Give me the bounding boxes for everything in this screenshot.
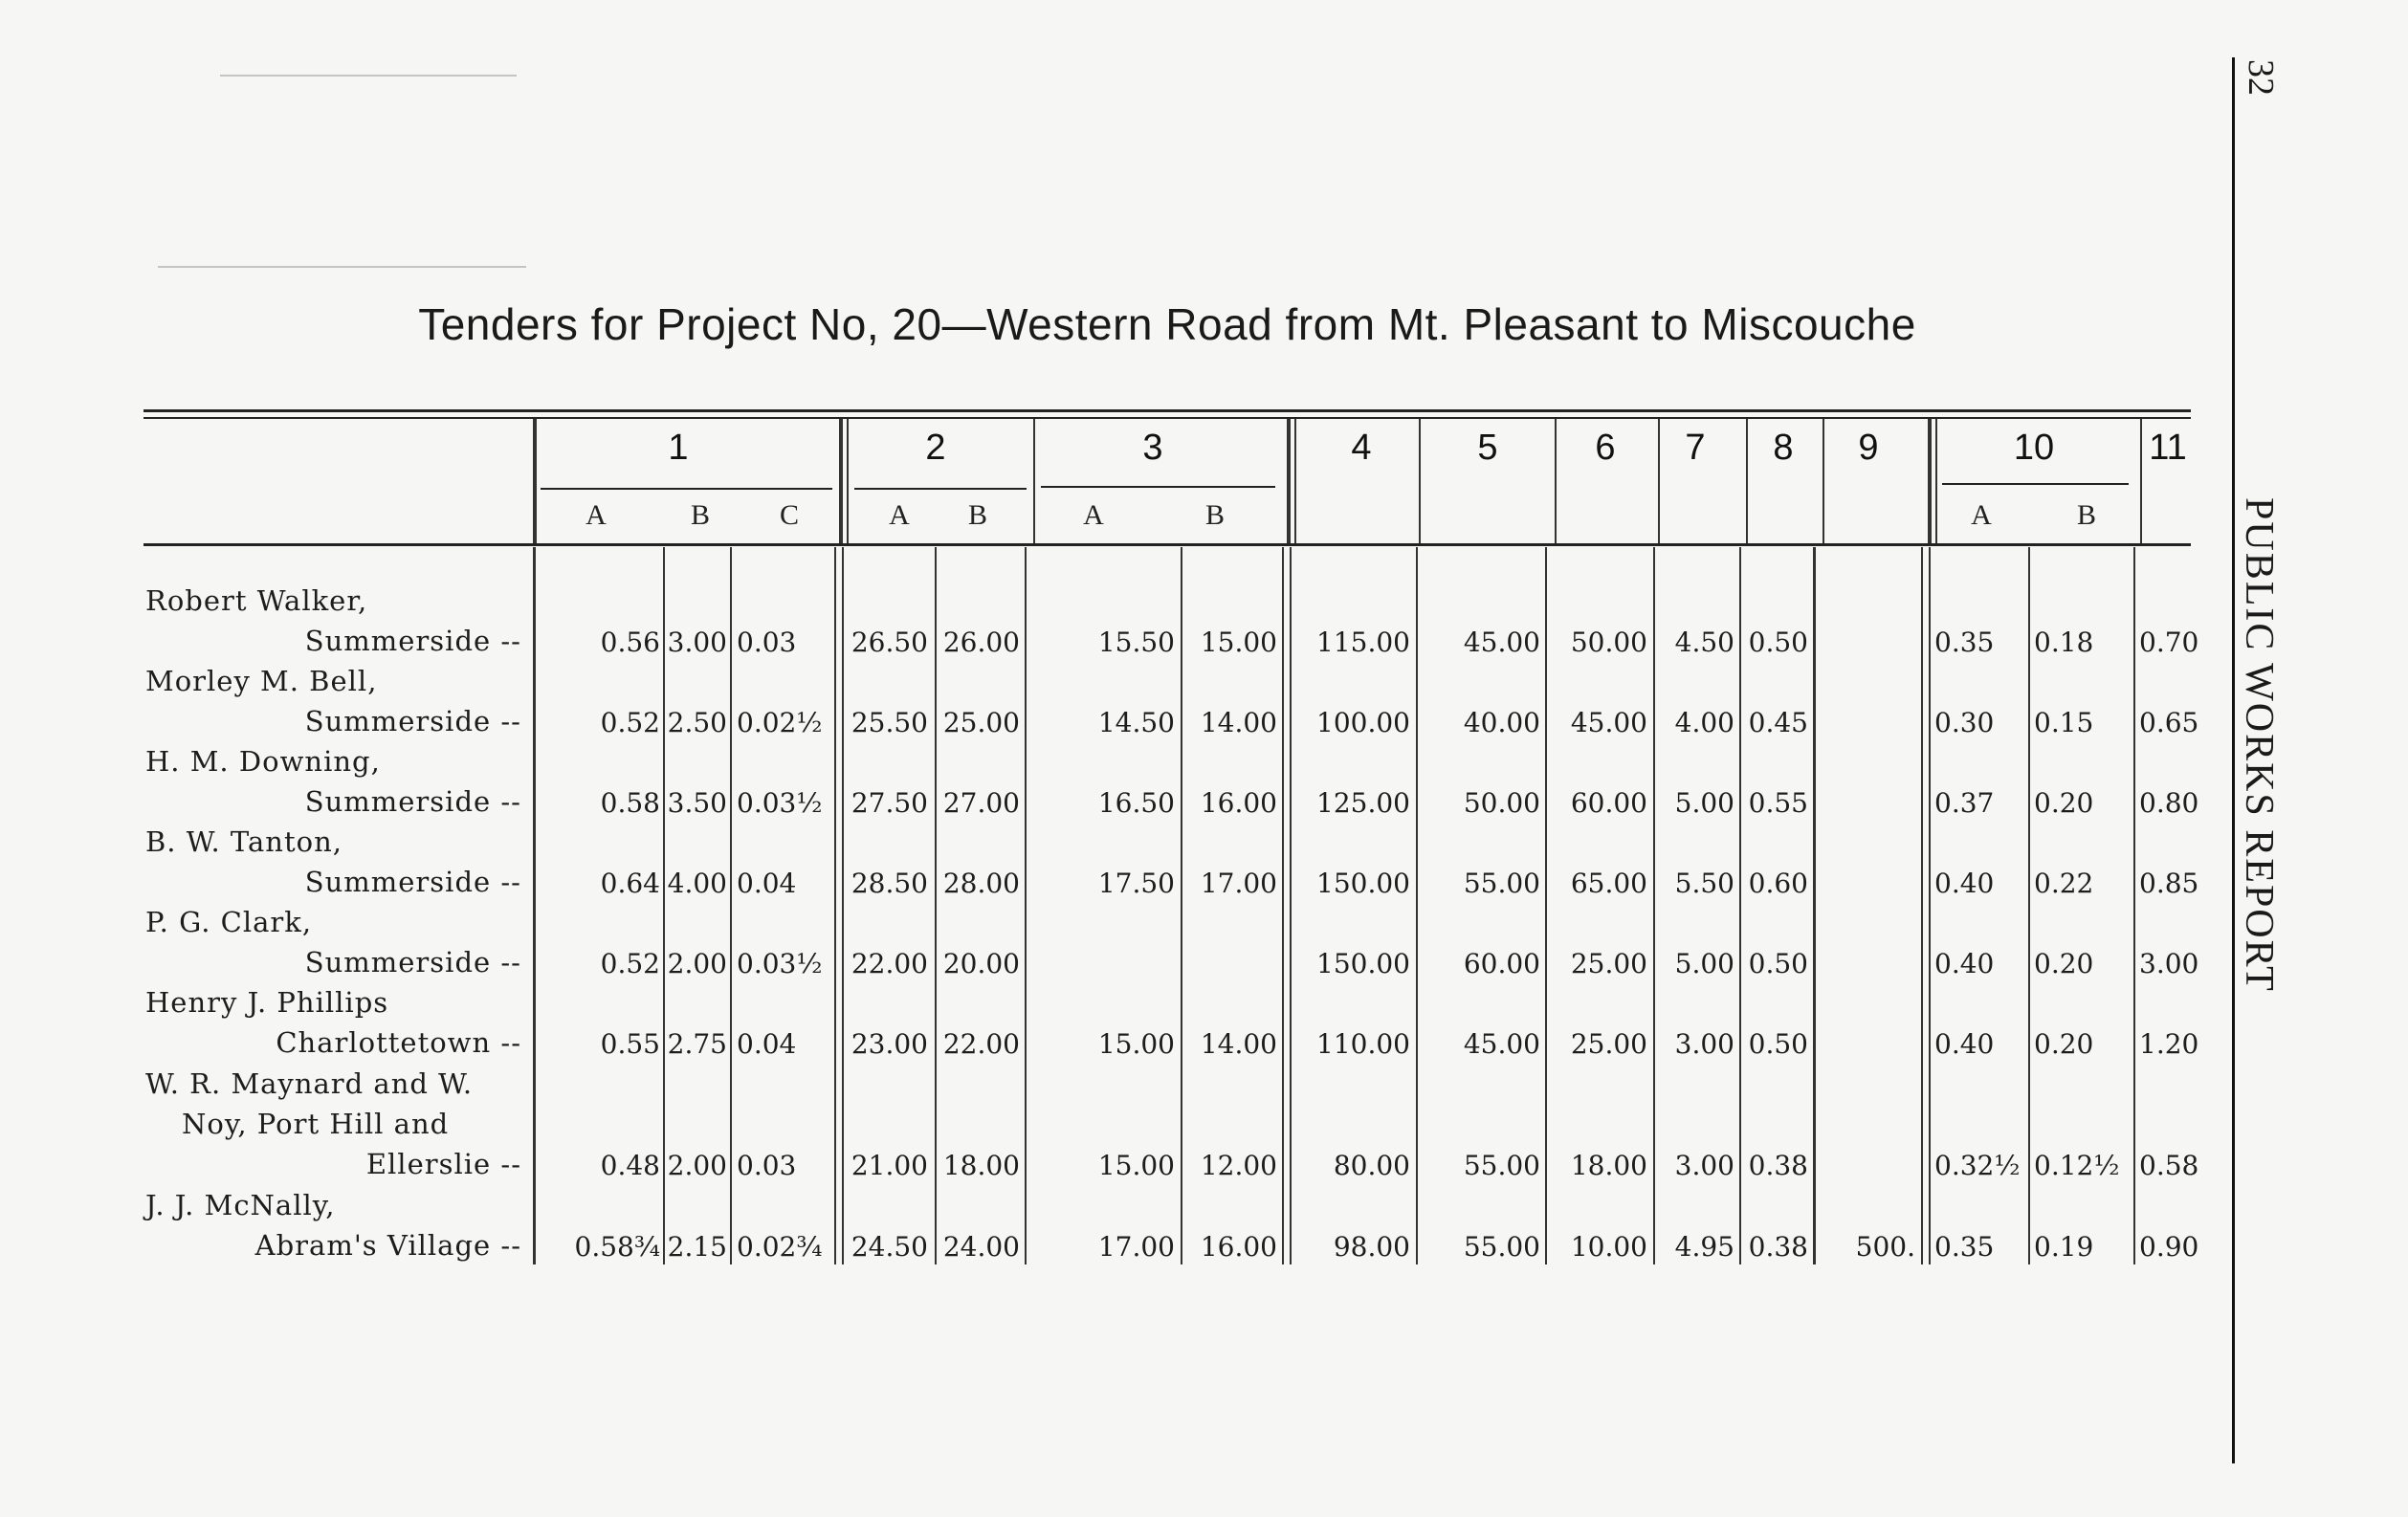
tender-value: 0.32½ [1934,1150,2021,1181]
tender-value: 0.18 [2034,627,2094,658]
tenderer-name-line: Summerside -- [304,946,521,978]
column-group-2: 2 [925,428,946,468]
tender-value: 0.30 [1934,707,1995,738]
column-group-7: 7 [1685,428,1706,468]
tender-value: 0.55 [600,1028,660,1060]
tender-value: 100.00 [1316,707,1410,738]
tender-value: 0.90 [2139,1231,2199,1263]
tender-value: 28.00 [942,868,1020,899]
tender-value: 0.55 [1748,787,1808,819]
tender-value: 60.00 [1463,948,1540,979]
tenderer-name-line: Henry J. Phillips [145,986,389,1019]
tender-value: 0.52 [600,707,660,738]
tender-value: 14.50 [1097,707,1175,738]
tender-value: 0.38 [1748,1231,1808,1263]
tender-value: 0.48 [600,1150,660,1181]
subheader-rule [854,488,1027,490]
tender-value: 26.50 [851,627,928,658]
tender-value: 3.00 [667,627,727,658]
column-group-5: 5 [1477,428,1498,468]
tender-value: 65.00 [1570,868,1647,899]
tender-value: 4.50 [1674,627,1734,658]
header-bottom-rule [144,543,2191,546]
tender-value: 0.64 [600,868,660,899]
tender-value: 98.00 [1333,1231,1410,1263]
tender-value: 2.50 [667,707,727,738]
tender-value: 25.50 [851,707,928,738]
tender-value: 150.00 [1316,948,1410,979]
tenderer-name-line: Charlottetown -- [276,1026,521,1059]
header-separator [847,419,849,543]
tenderer-name-line: Summerside -- [304,705,521,737]
tender-value: 0.15 [2034,707,2094,738]
tender-value: 18.00 [1570,1150,1647,1181]
tender-value: 3.00 [2139,948,2199,979]
column-sub-2A: A [889,499,910,531]
tender-value: 25.00 [942,707,1020,738]
column-sub-10A: A [1971,499,1992,531]
tender-value: 0.22 [2034,868,2094,899]
column-group-4: 4 [1351,428,1372,468]
tender-value: 0.58¾ [574,1231,660,1263]
tender-value: 45.00 [1570,707,1647,738]
tender-value: 22.00 [942,1028,1020,1060]
tender-value: 16.50 [1097,787,1175,819]
column-rule [1921,547,1923,1264]
tender-value: 3.00 [1674,1028,1734,1060]
tenderer-name-line: Robert Walker, [145,584,368,617]
tender-value: 14.00 [1200,707,1277,738]
header-separator [1033,419,1035,543]
column-sub-1B: B [690,499,710,531]
tender-value: 0.35 [1934,1231,1995,1263]
column-rule [2028,547,2030,1264]
tender-value: 1.20 [2139,1028,2199,1060]
tenderer-name-line: Summerside -- [304,785,521,818]
header-separator [1294,419,1296,543]
tenderer-name-line: Summerside -- [304,866,521,898]
tender-value: 23.00 [851,1028,928,1060]
tender-value: 5.00 [1674,948,1734,979]
bleed-through-mark [158,266,526,268]
tender-value: 115.00 [1316,627,1410,658]
tenderer-name-line: Abram's Village -- [254,1229,521,1262]
header-separator [1746,419,1748,543]
tender-value: 0.04 [737,868,797,899]
header-separator [1419,419,1421,543]
tender-value: 0.03 [737,627,797,658]
tenderer-name-line: P. G. Clark, [145,906,313,938]
tender-value: 60.00 [1570,787,1647,819]
tender-value: 0.60 [1748,868,1808,899]
header-separator [1287,419,1291,543]
tenderer-name-line: H. M. Downing, [145,745,381,778]
tender-value: 150.00 [1316,868,1410,899]
tender-value: 25.00 [1570,948,1647,979]
column-group-10: 10 [2013,428,2055,468]
tender-value: 0.03 [737,1150,797,1181]
tender-value: 2.75 [667,1028,727,1060]
tender-value: 21.00 [851,1150,928,1181]
tender-value: 4.00 [667,868,727,899]
tenderer-name-line: B. W. Tanton, [145,825,342,858]
table-top-rule [144,417,2191,419]
column-sub-2B: B [967,499,987,531]
header-separator [1555,419,1557,543]
tender-value: 2.15 [667,1231,727,1263]
tender-value: 0.20 [2034,948,2094,979]
page-edge-rule [2232,57,2235,1463]
tender-value: 4.00 [1674,707,1734,738]
tender-value: 80.00 [1333,1150,1410,1181]
column-group-11: 11 [2149,428,2187,468]
tender-value: 0.40 [1934,868,1995,899]
tender-value: 55.00 [1463,1231,1540,1263]
bleed-through-mark [220,75,517,77]
tenderer-name-line: W. R. Maynard and W. [145,1067,474,1100]
header-separator [1928,419,1932,543]
tender-value: 18.00 [942,1150,1020,1181]
column-rule [1813,547,1816,1264]
tender-value: 0.65 [2139,707,2199,738]
tender-value: 17.50 [1097,868,1175,899]
table-top-rule [144,409,2191,412]
tender-value: 0.56 [600,627,660,658]
tender-value: 2.00 [667,948,727,979]
tender-value: 40.00 [1463,707,1540,738]
column-sub-1A: A [585,499,607,531]
column-sub-1C: C [779,499,799,531]
tender-value: 500. [1855,1231,1915,1263]
tender-value: 0.58 [2139,1150,2199,1181]
tender-value: 17.00 [1097,1231,1175,1263]
tender-value: 20.00 [942,948,1020,979]
tender-value: 17.00 [1200,868,1277,899]
subheader-rule [1041,486,1275,488]
tender-value: 110.00 [1316,1028,1410,1060]
tender-value: 0.02¾ [737,1231,823,1263]
tender-value: 15.00 [1097,1028,1175,1060]
column-group-1: 1 [668,428,689,468]
tender-value: 45.00 [1463,627,1540,658]
running-title: PUBLIC WORKS REPORT [2237,497,2281,993]
tender-value: 27.50 [851,787,928,819]
tender-value: 0.52 [600,948,660,979]
tender-value: 0.04 [737,1028,797,1060]
tenderer-name-line: Summerside -- [304,625,521,657]
tender-value: 125.00 [1316,787,1410,819]
tender-value: 5.00 [1674,787,1734,819]
tender-value: 25.00 [1570,1028,1647,1060]
tender-value: 24.00 [942,1231,1020,1263]
tender-value: 0.58 [600,787,660,819]
tender-value: 2.00 [667,1150,727,1181]
tender-value: 0.40 [1934,948,1995,979]
tender-value: 0.40 [1934,1028,1995,1060]
tender-value: 26.00 [942,627,1020,658]
tender-value: 0.37 [1934,787,1995,819]
tender-value: 0.03½ [737,787,823,819]
tender-value: 0.38 [1748,1150,1808,1181]
column-rule [730,547,732,1264]
tender-value: 0.50 [1748,627,1808,658]
tender-value: 15.00 [1097,1150,1175,1181]
tender-value: 50.00 [1463,787,1540,819]
tender-value: 0.85 [2139,868,2199,899]
tender-value: 0.45 [1748,707,1808,738]
tender-value: 0.20 [2034,1028,2094,1060]
column-sub-10B: B [2076,499,2096,531]
tender-value: 0.03½ [737,948,823,979]
header-separator [1658,419,1660,543]
column-rule [1929,547,1931,1264]
tender-value: 28.50 [851,868,928,899]
subheader-rule [541,488,832,490]
tender-value: 0.02½ [737,707,823,738]
tender-value: 50.00 [1570,627,1647,658]
tender-value: 0.80 [2139,787,2199,819]
tender-value: 16.00 [1200,787,1277,819]
column-sub-3B: B [1204,499,1225,531]
column-sub-3A: A [1083,499,1104,531]
page-number: 32 [2241,59,2281,96]
tender-value: 15.00 [1200,627,1277,658]
header-separator [1823,419,1824,543]
table-title: Tenders for Project No, 20—Western Road from Mt. Pleasant to Miscouche [418,299,1916,349]
tender-value: 22.00 [851,948,928,979]
tender-value: 10.00 [1570,1231,1647,1263]
tender-value: 3.00 [1674,1150,1734,1181]
tender-value: 5.50 [1674,868,1734,899]
header-separator [1935,419,1937,543]
tender-value: 0.50 [1748,948,1808,979]
tender-value: 0.70 [2139,627,2199,658]
tenderer-name-line: Morley M. Bell, [145,665,378,697]
tender-value: 3.50 [667,787,727,819]
tender-value: 0.50 [1748,1028,1808,1060]
header-separator [839,419,843,543]
tender-value: 27.00 [942,787,1020,819]
tenderer-name-line: Noy, Port Hill and [182,1108,450,1140]
tender-value: 4.95 [1674,1231,1734,1263]
subheader-rule [1942,483,2129,485]
tenderer-name-line: J. J. McNally, [145,1189,336,1221]
tender-value: 12.00 [1200,1150,1277,1181]
tender-value: 0.19 [2034,1231,2094,1263]
tender-value: 16.00 [1200,1231,1277,1263]
tender-value: 0.12½ [2034,1150,2120,1181]
tender-value: 55.00 [1463,1150,1540,1181]
tender-value: 0.20 [2034,787,2094,819]
tender-value: 24.50 [851,1231,928,1263]
tender-value: 45.00 [1463,1028,1540,1060]
header-separator [533,419,537,543]
column-group-9: 9 [1858,428,1879,468]
tender-value: 14.00 [1200,1028,1277,1060]
tender-value: 55.00 [1463,868,1540,899]
column-group-6: 6 [1595,428,1616,468]
tender-value: 15.50 [1097,627,1175,658]
tenderer-name-line: Ellerslie -- [365,1148,521,1180]
column-group-3: 3 [1142,428,1163,468]
column-group-8: 8 [1773,428,1794,468]
column-rule [2133,547,2135,1264]
tender-value: 0.35 [1934,627,1995,658]
